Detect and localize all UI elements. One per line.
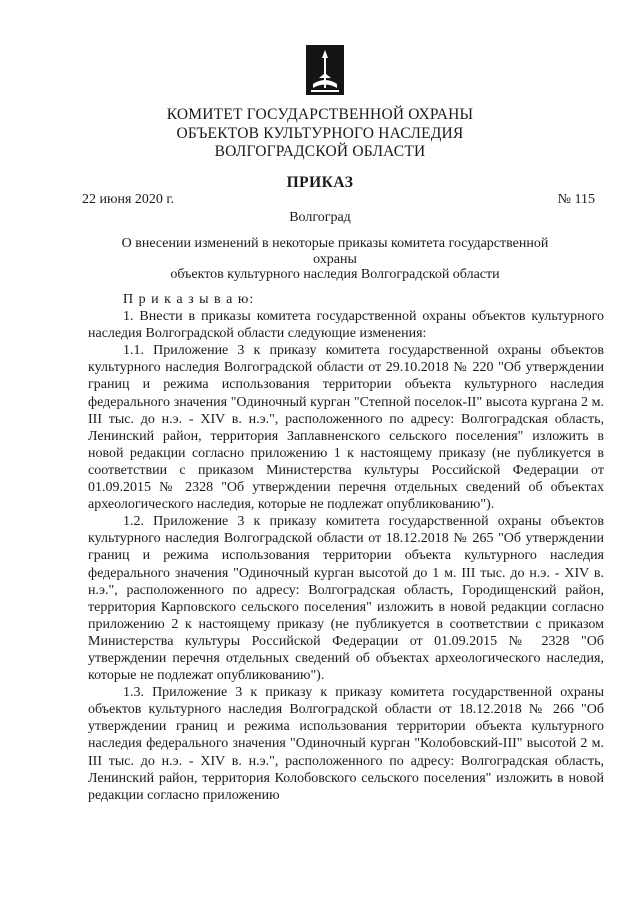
header-line-1: КОМИТЕТ ГОСУДАРСТВЕННОЙ ОХРАНЫ	[166, 106, 474, 123]
order-date: 22 июня 2020 г.	[82, 192, 175, 207]
body-text	[88, 291, 604, 804]
header-line-2: ОБЪЕКТОВ КУЛЬТУРНОГО НАСЛЕДИЯ	[176, 124, 464, 142]
subject-title	[100, 236, 570, 283]
order-number: № 115	[557, 192, 595, 207]
directive: П р и к а з ы в а ю:	[123, 292, 255, 307]
item-1-2: 1.2. Приложение 3 к приказу комитета государственной охраны объектов культурного наследия Волгоградской области от 18.12.2018 № 265 "Об утверждении границ и режима использования территории объекта культурного наследия федерального значения "Одиночный курган высотой до 1 м. III тыс. до н.э. - XIV в. н.э.", расположенного по адресу: Волгоградская область, Городищенский район, территория Карповского сельского поселения" изложить в новой редакции согласно приложению 2 к настоящему приказу (не публикуется в соответствии с приказом Министерства культуры Российской Федерации от 01.09.2015 № 2328 "Об утверждении перечня отдельных сведений об объектах археологического наследия, которые не подлежат опубликованию").	[88, 514, 604, 684]
item-1-3: 1.3. Приложение 3 к приказу к приказу комитета государственной охраны объектов культурного наследия Волгоградской области от 18.12.2018 № 266 "Об утверждении границ и режима использования территории объекта культурного наследия федерального значения "Одиночный курган "Колобовский-III" высотой 2 м. III тыс. до н.э. - XIV в. н.э.", расположенного по адресу: Волгоградская область, Ленинский район, территория Колобовского сельского поселения" изложить в новой редакции согласно приложению	[88, 685, 604, 803]
item-1: 1. Внести в приказы комитета государственной охраны объектов культурного наследия Волгоградской области следующие изменения:	[88, 309, 604, 342]
city: Волгоград	[289, 210, 351, 225]
emblem-icon	[305, 44, 345, 96]
doc-type-heading: ПРИКАЗ	[286, 174, 354, 191]
subject-line-1: О внесении изменений в некоторые приказы комитета государственной охраны	[121, 236, 549, 267]
agency-header	[0, 106, 640, 162]
header-line-3: ВОЛГОГРАДСКОЙ ОБЛАСТИ	[214, 143, 426, 160]
subject-line-2: объектов культурного наследия Волгоградской области	[170, 267, 500, 282]
item-1-1: 1.1. Приложение 3 к приказу комитета государственной охраны объектов культурного наследия Волгоградской области от 29.10.2018 № 220 "Об утверждении границ и режима использования территории объекта культурного наследия федерального значения "Одиночный курган "Степной поселок-II" высота кургана 2 м. III тыс. до н.э. - XIV в. н.э.", расположенного по адресу: Волгоградская область, Ленинский район, территория Заплавненского сельского поселения" изложить в новой редакции согласно приложению 1 к настоящему приказу (не публикуется в соответствии с приказом Министерства культуры Российской Федерации от 01.09.2015 № 2328 "Об утверждении перечня отдельных сведений об объектах археологического наследия, которые не подлежат опубликованию").	[88, 343, 604, 513]
